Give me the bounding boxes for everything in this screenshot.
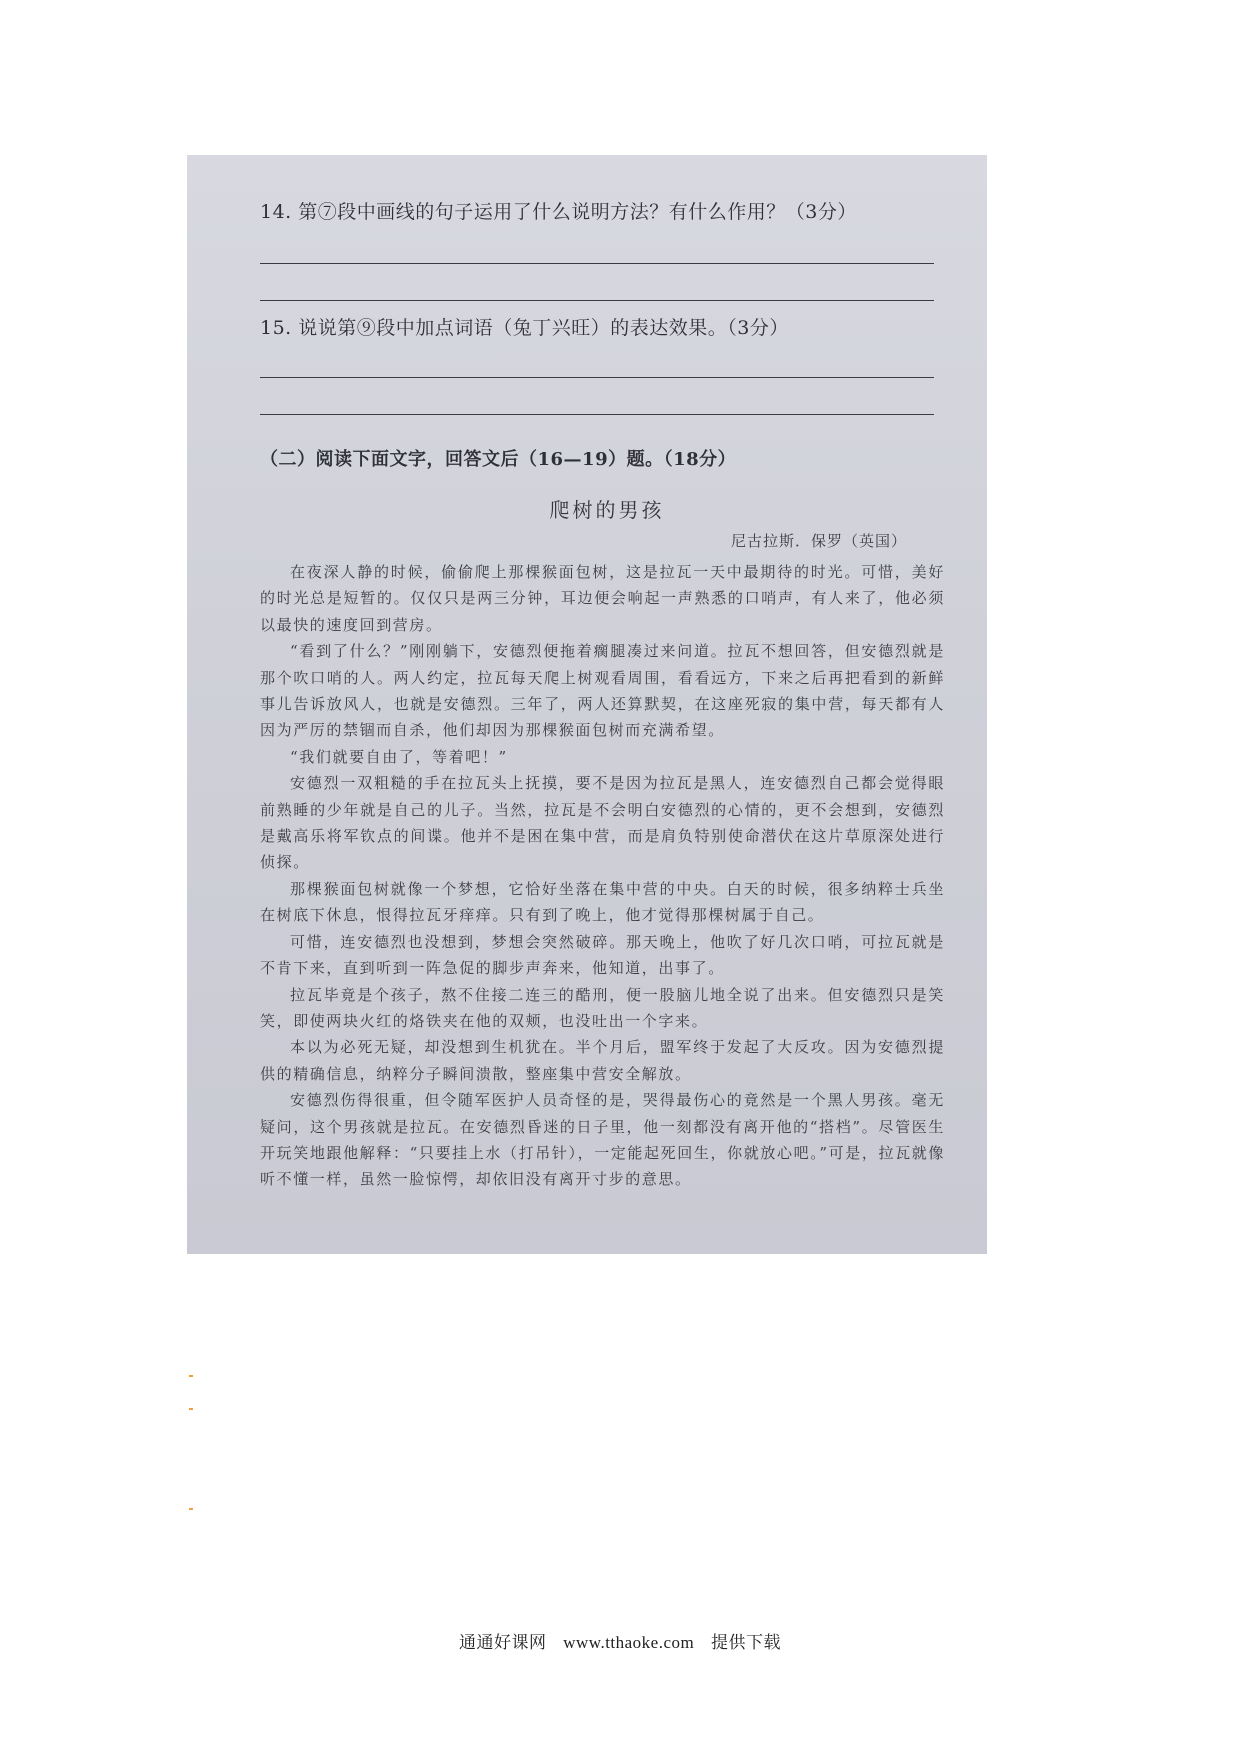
footer-action: 提供下载 (711, 1633, 782, 1652)
paragraph: 那棵猴面包树就像一个梦想，它恰好坐落在集中营的中央。白天的时候，很多纳粹士兵坐在树底下休息，恨得拉瓦牙痒痒。只有到了晚上，他才觉得那棵树属于自己。 (260, 879, 945, 925)
article-author: 尼古拉斯．保罗（英国） (730, 532, 907, 550)
article-title: 爬树的男孩 (549, 498, 665, 522)
question-14: 14. 第⑦段中画线的句子运用了什么说明方法？有什么作用？（3分） (260, 201, 857, 223)
stray-mark (189, 1508, 193, 1510)
section-heading: （二）阅读下面文字，回答文后（16—19）题。（18分） (260, 449, 737, 470)
scanned-exam-page (187, 155, 987, 1254)
paragraph: 在夜深人静的时候，偷偷爬上那棵猴面包树，这是拉瓦一天中最期待的时光。可惜，美好的时光总是短暂的。仅仅只是两三分钟，耳边便会响起一声熟悉的口哨声，有人来了，他必须以最快的速度回到营房。 (260, 563, 945, 634)
question-15: 15. 说说第⑨段中加点词语（兔丁兴旺）的表达效果。（3分） (260, 317, 789, 339)
paragraph: 拉瓦毕竟是个孩子，熬不住接二连三的酷刑，便一股脑儿地全说了出来。但安德烈只是笑笑，即使两块火红的烙铁夹在他的双颊，也没吐出一个字来。 (260, 985, 945, 1030)
article-body (260, 559, 945, 1193)
paragraph: “我们就要自由了，等着吧！” (290, 747, 508, 766)
paragraph: 本以为必死无疑，却没想到生机犹在。半个月后，盟军终于发起了大反攻。因为安德烈提供的精确信息，纳粹分子瞬间溃散，整座集中营安全解放。 (260, 1038, 945, 1083)
answer-line (260, 377, 934, 378)
footer (0, 1628, 1240, 1653)
answer-line (260, 263, 934, 264)
paragraph: “看到了什么？”刚刚躺下，安德烈便拖着瘸腿凑过来问道。拉瓦不想回答，但安德烈就是那个吹口哨的人。两人约定，拉瓦每天爬上树观看周围，看看远方，下来之后再把看到的新鲜事儿告诉放风人，也就是安德烈。三年了，两人还算默契，在这座死寂的集中营，每天都有人因为严厉的禁锢而自杀，他们却因为那棵猴面包树而充满希望。 (260, 642, 945, 740)
footer-url[interactable]: www.tthaoke.com (563, 1633, 695, 1652)
paragraph: 安德烈伤得很重，但令随军医护人员奇怪的是，哭得最伤心的竟然是一个黑人男孩。毫无疑问，这个男孩就是拉瓦。在安德烈昏迷的日子里，他一刻都没有离开他的“搭档”。尽管医生开玩笑地跟他解释：“只要挂上水（打吊针），一定能起死回生，你就放心吧。”可是，拉瓦就像听不懂一样，虽然一脸惊愕，却依旧没有离开寸步的意思。 (260, 1091, 945, 1189)
answer-line (260, 300, 934, 301)
answer-line (260, 414, 934, 415)
footer-site: 通通好课网 (458, 1633, 547, 1652)
paragraph: 安德烈一双粗糙的手在拉瓦头上抚摸，要不是因为拉瓦是黑人，连安德烈自己都会觉得眼前熟睡的少年就是自己的儿子。当然，拉瓦是不会明白安德烈的心情的，更不会想到，安德烈是戴高乐将军钦点的间谍。他并不是困在集中营，而是肩负特别使命潜伏在这片草原深处进行侦探。 (260, 774, 945, 872)
paragraph: 可惜，连安德烈也没想到，梦想会突然破碎。那天晚上，他吹了好几次口哨，可拉瓦就是不肯下来，直到听到一阵急促的脚步声奔来，他知道，出事了。 (260, 932, 945, 978)
stray-mark (189, 1375, 193, 1377)
stray-mark (189, 1408, 193, 1410)
